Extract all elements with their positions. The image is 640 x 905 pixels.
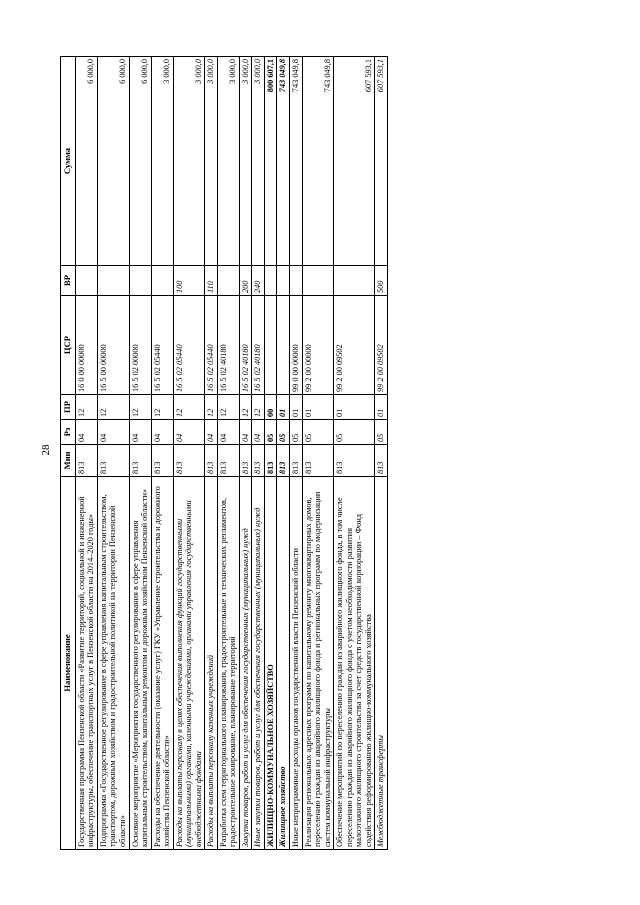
cell-rz: 04 [252,420,265,445]
cell-name: Реализация региональных адресных программ по капитальному ремонту многоквартирных домов, переселению граждан из аварийного жилищного фонда и региональных программ по модернизации систем коммунальной инфраструктуры [302,477,334,850]
cell-min: 813 [277,445,290,477]
cell-vr [277,266,290,296]
cell-sum: 6 000,0 [97,57,129,266]
cell-csr: 16 5 02 05440 [151,296,173,395]
cell-min: 813 [173,445,205,477]
cell-pr: 01 [334,395,375,420]
cell-rz: 04 [75,420,97,445]
cell-rz: 04 [217,420,239,445]
cell-pr: 12 [75,395,97,420]
cell-csr [277,296,290,395]
cell-pr: 12 [252,395,265,420]
cell-rz: 05 [334,420,375,445]
cell-rz: 04 [205,420,218,445]
cell-pr: 01 [289,395,302,420]
cell-rz: 04 [173,420,205,445]
cell-sum: 6 000,0 [75,57,97,266]
cell-sum: 607 593,1 [334,57,375,266]
cell-csr: 16 5 02 00000 [129,296,151,395]
table-row [277,57,290,850]
cell-pr: 12 [151,395,173,420]
cell-pr: 01 [302,395,334,420]
cell-csr [264,296,277,395]
cell-rz: 04 [129,420,151,445]
cell-rz: 05 [277,420,290,445]
rotated-table-container [60,57,576,850]
cell-csr: 99 2 00 09502 [375,296,388,395]
cell-name: Подпрограмма «Государственное регулирование в сфере управления капитальным строительством, транспортом, дорожным хозяйством и градостроительной политикой на территории Пензенской области» [97,477,129,850]
cell-vr [97,266,129,296]
table-row [264,57,277,850]
table-row [217,57,239,850]
cell-rz: 05 [264,420,277,445]
cell-min: 813 [289,445,302,477]
cell-name: Разработка схем территориального планирования, градостроительные и технических регламентов, градостроительное зонирование, планирование территорий [217,477,239,850]
cell-csr: 16 5 02 05440 [173,296,205,395]
cell-name: Иные закупки товаров, работ и услуг для обеспечения государственных (муниципальных) нужд [252,477,265,850]
table-row [375,57,388,850]
cell-name: Закупка товаров, работ и услуг для обеспечения государственных (муниципальных) нужд [239,477,252,850]
cell-name: Расходы на обеспечение деятельности (оказание услуг) ГКУ «Управление строительства и дорожного хозяйства Пензенской области» [151,477,173,850]
cell-min: 813 [97,445,129,477]
table-row [252,57,265,850]
cell-min: 813 [334,445,375,477]
cell-vr [302,266,334,296]
cell-sum: 743 049,8 [277,57,290,266]
cell-sum: 607 593,1 [375,57,388,266]
cell-rz: 05 [289,420,302,445]
cell-pr: 12 [217,395,239,420]
header-pr: ПР [61,395,76,420]
cell-min: 813 [264,445,277,477]
cell-vr: 100 [173,266,205,296]
cell-sum: 3 000,0 [252,57,265,266]
cell-vr: 240 [252,266,265,296]
cell-name: Обеспечение мероприятий по переселению граждан из аварийного жилищного фонда, в том числе переселению граждан из аварийного жилищного фонда с учетом необходимости развития малоэтажного жилищного строительства за счет средств государственной корпорации – Фонд содействия реформированию жилищно-коммунального хозяйства [334,477,375,850]
cell-sum: 3 000,0 [173,57,205,266]
table-row [289,57,302,850]
cell-rz: 05 [375,420,388,445]
cell-pr: 01 [277,395,290,420]
cell-rz: 04 [97,420,129,445]
cell-name: Государственная программа Пензенской области «Развитие территорий, социальной и инженерной инфраструктуры, обеспечение транспортных услуг в Пензенской области на 2014–2020 годы» [75,477,97,850]
table-row [302,57,334,850]
header-sum: Сумма [61,57,76,266]
cell-rz: 04 [151,420,173,445]
table-header-row [61,57,76,850]
cell-csr: 99 2 00 00000 [302,296,334,395]
table-row [129,57,151,850]
cell-pr: 12 [205,395,218,420]
cell-pr: 12 [173,395,205,420]
cell-vr [129,266,151,296]
header-csr: ЦСР [61,296,76,395]
cell-vr [334,266,375,296]
cell-csr: 99 0 00 00000 [289,296,302,395]
cell-min: 813 [75,445,97,477]
cell-name: Расходы на выплаты персоналу казенных учреждений [205,477,218,850]
cell-csr: 16 5 00 00000 [97,296,129,395]
cell-csr: 16 5 02 05440 [205,296,218,395]
cell-min: 813 [217,445,239,477]
cell-csr: 16 5 02 40180 [217,296,239,395]
header-rz: Рз [61,420,76,445]
cell-sum: 6 000,0 [129,57,151,266]
cell-min: 813 [239,445,252,477]
cell-name: Основное мероприятие «Мероприятия государственного регулирования в сфере управления капитальным строительством, капитальным ремонтом и дорожным хозяйством Пензенской области» [129,477,151,850]
header-vr: ВР [61,266,76,296]
cell-pr: 01 [375,395,388,420]
cell-name: ЖИЛИЩНО-КОММУНАЛЬНОЕ ХОЗЯЙСТВО [264,477,277,850]
cell-name: Расходы на выплаты персоналу в целях обеспечения выполнения функций государственными (муниципальными) органами, казенными учреждениями, органами управления государственными внебюджетными фондами [173,477,205,850]
cell-vr [264,266,277,296]
cell-sum: 743 049,8 [302,57,334,266]
cell-csr: 16 5 02 40180 [239,296,252,395]
cell-sum: 800 607,1 [264,57,277,266]
table-row [75,57,97,850]
cell-min: 813 [205,445,218,477]
cell-name: Иные непрограммные расходы органов государственной власти Пензенской области [289,477,302,850]
cell-csr: 16 0 00 00000 [75,296,97,395]
table-row [239,57,252,850]
cell-min: 813 [129,445,151,477]
cell-pr: 00 [264,395,277,420]
cell-sum: 3 000,0 [217,57,239,266]
budget-table [60,56,388,850]
cell-min: 813 [375,445,388,477]
cell-vr [151,266,173,296]
cell-name: Жилищное хозяйство [277,477,290,850]
cell-pr: 12 [129,395,151,420]
cell-min: 813 [252,445,265,477]
cell-vr [75,266,97,296]
cell-csr: 99 2 00 09502 [334,296,375,395]
cell-csr: 16 5 02 40180 [252,296,265,395]
cell-pr: 12 [97,395,129,420]
header-name: Наименование [61,477,76,850]
cell-vr: 200 [239,266,252,296]
cell-rz: 04 [239,420,252,445]
table-row [97,57,129,850]
cell-vr [289,266,302,296]
table-body [75,57,387,850]
cell-vr: 110 [205,266,218,296]
cell-vr: 500 [375,266,388,296]
table-row [151,57,173,850]
table-row [173,57,205,850]
cell-sum: 3 000,0 [205,57,218,266]
cell-sum: 3 000,0 [151,57,173,266]
cell-pr: 12 [239,395,252,420]
cell-min: 813 [151,445,173,477]
cell-sum: 743 049,8 [289,57,302,266]
cell-min: 813 [302,445,334,477]
table-row [334,57,375,850]
page-number: 28 [40,444,52,456]
cell-rz: 05 [302,420,334,445]
cell-name: Межбюджетные трансферты [375,477,388,850]
cell-vr [217,266,239,296]
header-min: Мин [61,445,76,477]
cell-sum: 3 000,0 [239,57,252,266]
table-row [205,57,218,850]
